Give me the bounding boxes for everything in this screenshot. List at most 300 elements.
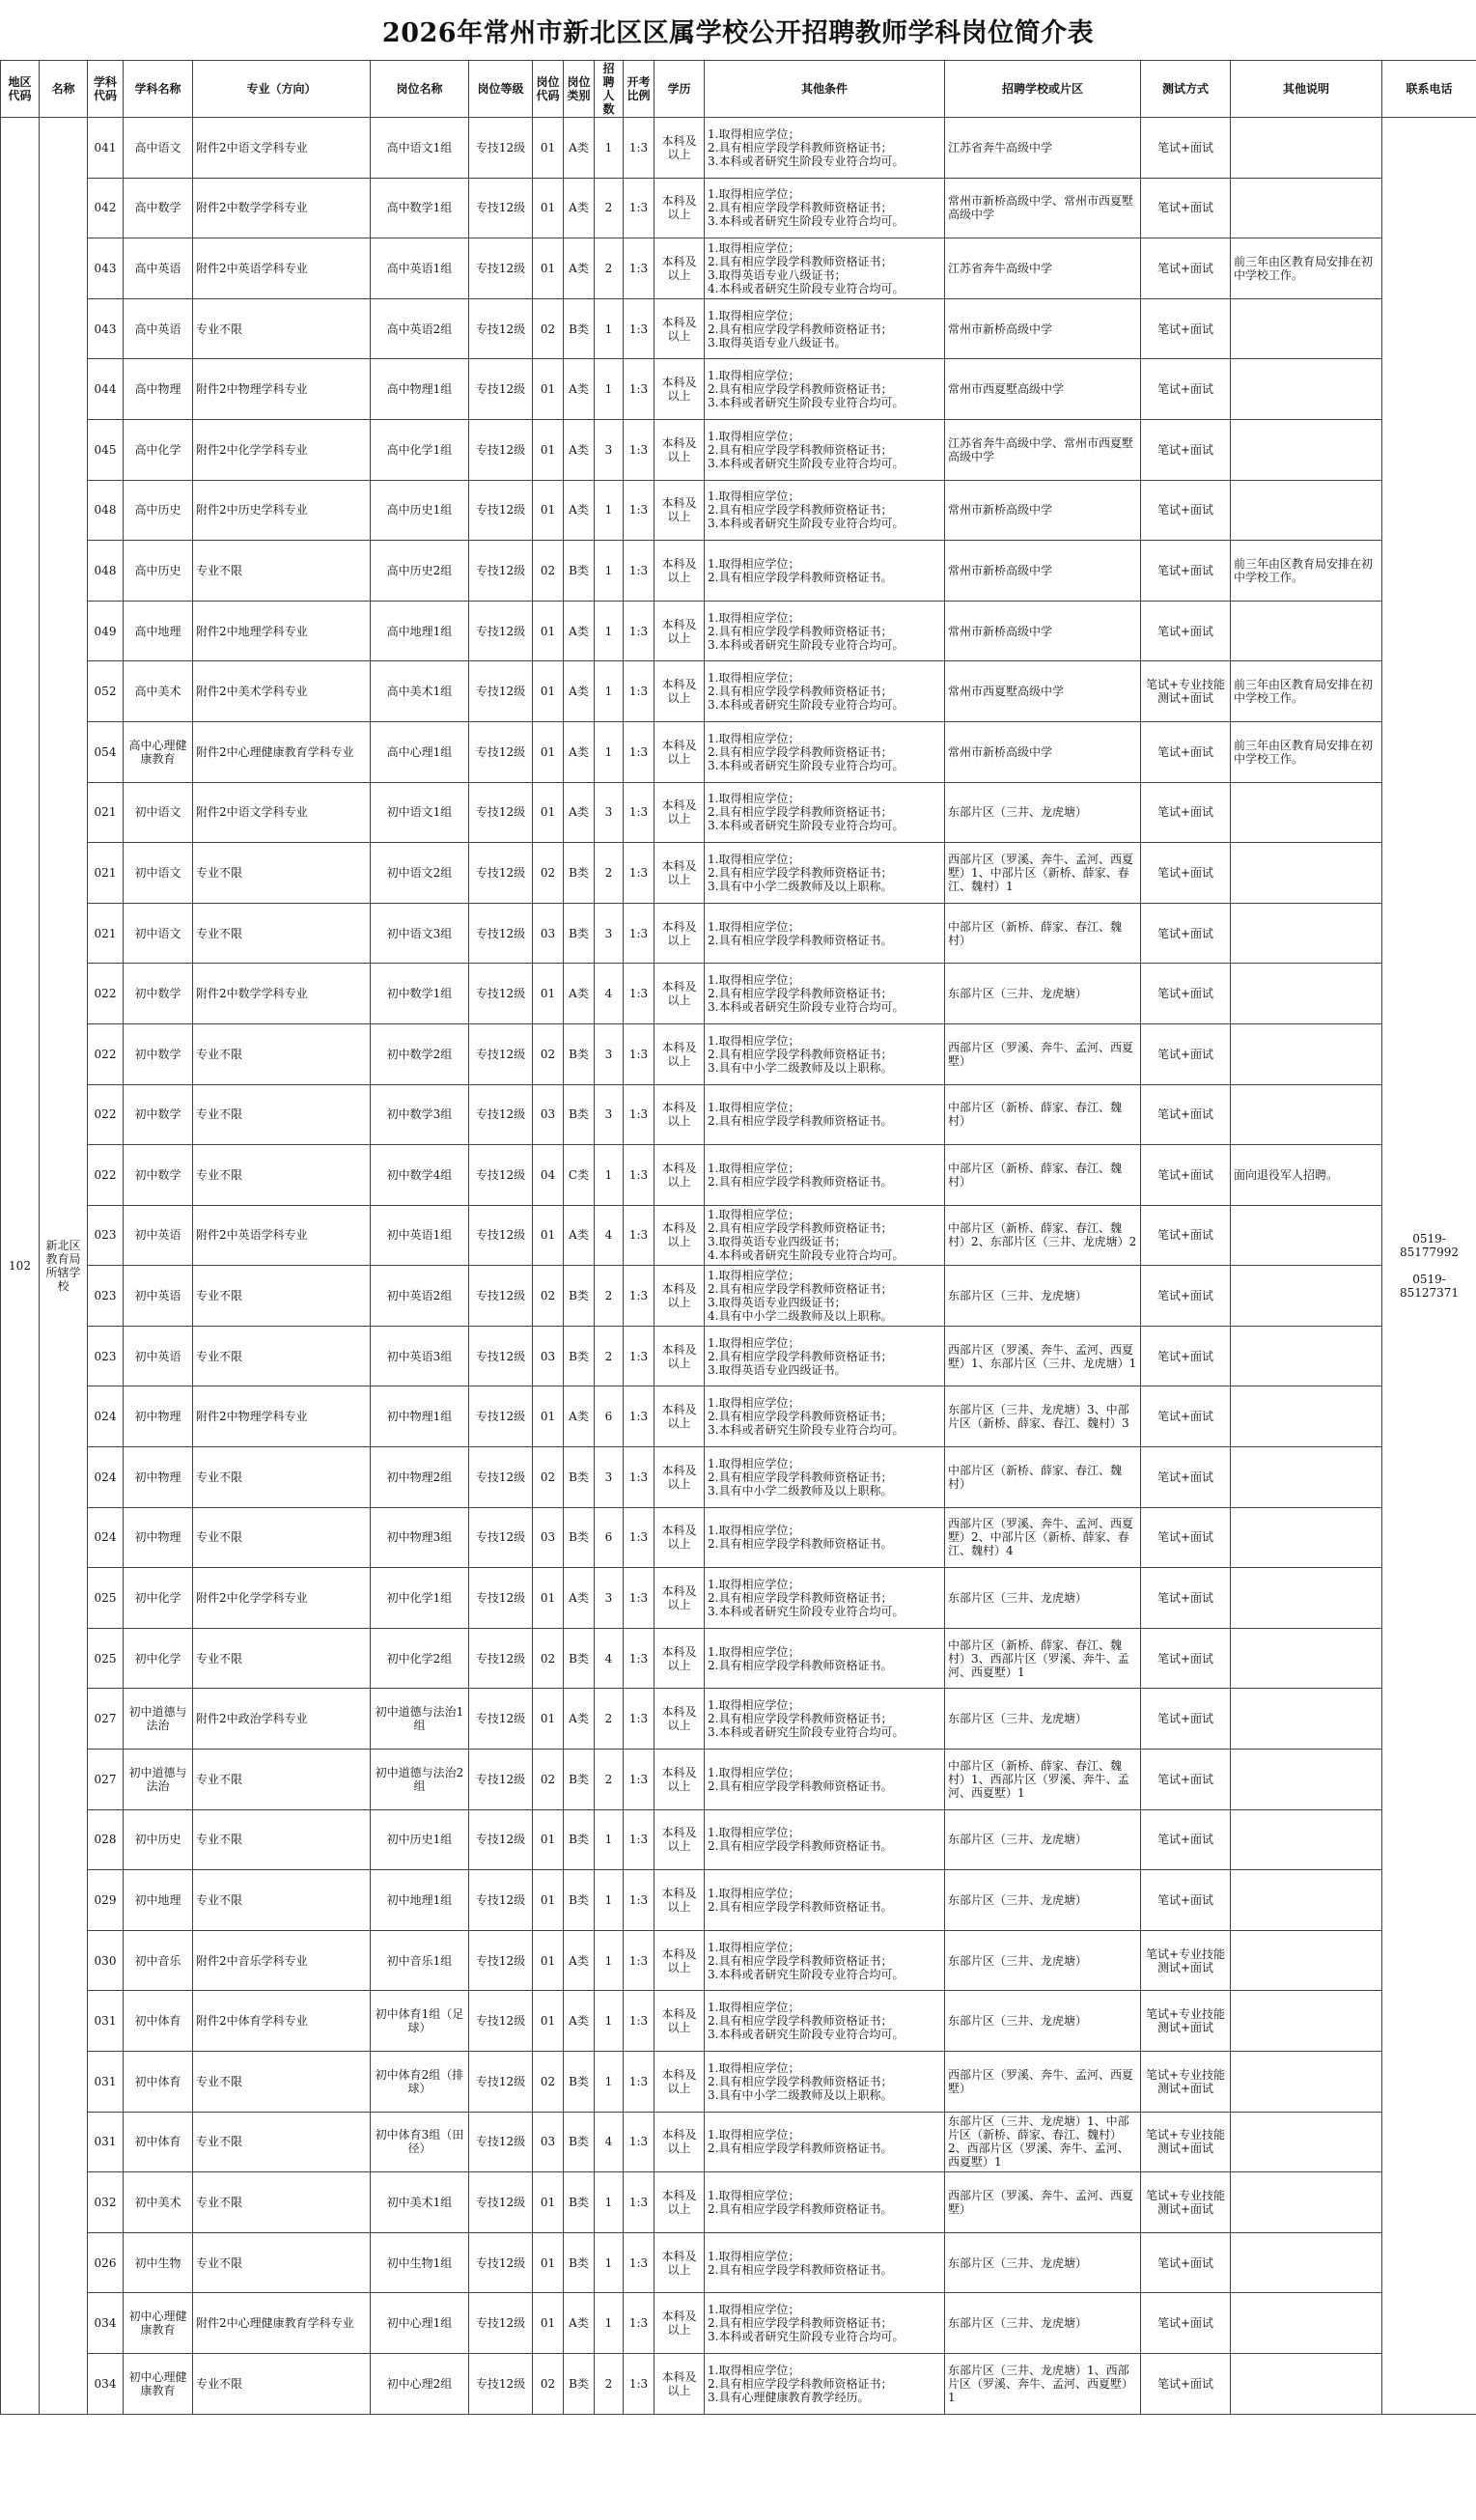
headcount-cell: 1 [595,1991,624,2052]
post-code-cell: 01 [533,118,564,179]
recruiting-school-cell: 东部片区（三井、龙虎塘） [945,1689,1141,1750]
headcount-cell: 1 [595,661,624,722]
exam-ratio-cell: 1:3 [624,1447,654,1508]
education-cell: 本科及以上 [654,843,705,904]
test-method-cell: 笔试+面试 [1141,2293,1231,2354]
subject-code-cell: 022 [88,1145,124,1206]
other-conditions-cell: 1.取得相应学位； 2.具有相应学段学科教师资格证书； 3.本科或者研究生阶段专业符合均可。 [705,480,945,541]
major-cell: 专业不限 [193,1023,371,1084]
exam-ratio-cell: 1:3 [624,1205,654,1266]
header-cell: 专业（方向） [193,61,371,118]
post-name-cell: 初中数学4组 [371,1145,469,1206]
post-code-cell: 03 [533,903,564,964]
test-method-cell: 笔试+面试 [1141,178,1231,238]
subject-code-cell: 045 [88,419,124,480]
other-notes-cell [1231,1386,1382,1447]
post-name-cell: 高中历史1组 [371,480,469,541]
table-row [1,964,1476,1024]
major-cell: 专业不限 [193,1870,371,1931]
post-level-cell: 专技12级 [469,1689,533,1750]
headcount-cell: 3 [595,419,624,480]
recruiting-school-cell: 东部片区（三井、龙虎塘） [945,1930,1141,1991]
post-name-cell: 高中心理1组 [371,721,469,782]
table-row [1,178,1476,238]
headcount-cell: 1 [595,2172,624,2233]
other-notes-cell [1231,1205,1382,1266]
other-notes-cell [1231,1447,1382,1508]
post-level-cell: 专技12级 [469,1930,533,1991]
other-conditions-cell: 1.取得相应学位； 2.具有相应学段学科教师资格证书； 3.取得英语专业四级证书。 [705,1326,945,1386]
post-level-cell: 专技12级 [469,1750,533,1810]
other-conditions-cell: 1.取得相应学位； 2.具有相应学段学科教师资格证书； 3.本科或者研究生阶段专业符合均可。 [705,601,945,661]
subject-name-cell: 初中语文 [124,782,193,843]
post-category-cell: A类 [564,1930,595,1991]
major-cell: 附件2中美术学科专业 [193,661,371,722]
subject-name-cell: 高中心理健康教育 [124,721,193,782]
other-notes-cell: 前三年由区教育局安排在初中学校工作。 [1231,238,1382,299]
major-cell: 专业不限 [193,1809,371,1870]
headcount-cell: 1 [595,480,624,541]
subject-name-cell: 初中道德与法治 [124,1750,193,1810]
post-name-cell: 初中语文1组 [371,782,469,843]
exam-ratio-cell: 1:3 [624,1689,654,1750]
recruiting-school-cell: 中部片区（新桥、薛家、春江、魏村）2、东部片区（三井、龙虎塘）2 [945,1205,1141,1266]
major-cell: 附件2中英语学科专业 [193,238,371,299]
subject-code-cell: 044 [88,359,124,420]
subject-code-cell: 026 [88,2232,124,2293]
major-cell: 专业不限 [193,903,371,964]
header-cell: 联系电话 [1382,61,1476,118]
post-name-cell: 高中地理1组 [371,601,469,661]
post-category-cell: A类 [564,2293,595,2354]
post-category-cell: A类 [564,1386,595,1447]
headcount-cell: 3 [595,1084,624,1145]
major-cell: 专业不限 [193,298,371,359]
education-cell: 本科及以上 [654,721,705,782]
subject-name-cell: 初中体育 [124,2052,193,2113]
subject-code-cell: 034 [88,2353,124,2414]
region-name-cell: 新北区教育局所辖学校 [40,118,88,2415]
table-row [1,1266,1476,1327]
post-name-cell: 初中英语1组 [371,1205,469,1266]
other-notes-cell [1231,1266,1382,1327]
test-method-cell: 笔试+面试 [1141,1568,1231,1629]
headcount-cell: 4 [595,1205,624,1266]
post-level-cell: 专技12级 [469,419,533,480]
recruiting-school-cell: 江苏省奔牛高级中学 [945,238,1141,299]
exam-ratio-cell: 1:3 [624,1930,654,1991]
exam-ratio-cell: 1:3 [624,1326,654,1386]
table-row [1,1386,1476,1447]
subject-name-cell: 高中数学 [124,178,193,238]
test-method-cell: 笔试+面试 [1141,1386,1231,1447]
post-name-cell: 初中生物1组 [371,2232,469,2293]
recruiting-school-cell: 中部片区（新桥、薛家、春江、魏村） [945,1447,1141,1508]
education-cell: 本科及以上 [654,2052,705,2113]
exam-ratio-cell: 1:3 [624,1809,654,1870]
exam-ratio-cell: 1:3 [624,359,654,420]
other-conditions-cell: 1.取得相应学位； 2.具有相应学段学科教师资格证书； 3.本科或者研究生阶段专业符合均可。 [705,964,945,1024]
subject-name-cell: 初中物理 [124,1447,193,1508]
post-category-cell: A类 [564,359,595,420]
post-level-cell: 专技12级 [469,1084,533,1145]
header-cell: 岗位类别 [564,61,595,118]
page-title: 2026年常州市新北区区属学校公开招聘教师学科岗位简介表 [381,18,1095,48]
post-category-cell: B类 [564,1507,595,1568]
post-name-cell: 高中历史2组 [371,541,469,602]
subject-name-cell: 初中美术 [124,2172,193,2233]
subject-name-cell: 初中数学 [124,964,193,1024]
post-name-cell: 初中体育2组（排球） [371,2052,469,2113]
major-cell: 附件2中物理学科专业 [193,359,371,420]
post-name-cell: 初中美术1组 [371,2172,469,2233]
post-name-cell: 初中数学1组 [371,964,469,1024]
other-conditions-cell: 1.取得相应学位； 2.具有相应学段学科教师资格证书； 3.具有中小学二级教师及以上职称。 [705,2052,945,2113]
table-row [1,2353,1476,2414]
other-conditions-cell: 1.取得相应学位； 2.具有相应学段学科教师资格证书。 [705,903,945,964]
post-category-cell: B类 [564,1750,595,1810]
post-code-cell: 03 [533,1507,564,1568]
subject-name-cell: 初中英语 [124,1266,193,1327]
post-code-cell: 01 [533,964,564,1024]
headcount-cell: 1 [595,359,624,420]
subject-code-cell: 048 [88,480,124,541]
test-method-cell: 笔试+面试 [1141,118,1231,179]
post-name-cell: 初中物理2组 [371,1447,469,1508]
subject-name-cell: 初中体育 [124,1991,193,2052]
major-cell: 附件2中音乐学科专业 [193,1930,371,1991]
education-cell: 本科及以上 [654,1809,705,1870]
post-level-cell: 专技12级 [469,2172,533,2233]
education-cell: 本科及以上 [654,178,705,238]
major-cell: 附件2中心理健康教育学科专业 [193,721,371,782]
subject-code-cell: 022 [88,1023,124,1084]
education-cell: 本科及以上 [654,1266,705,1327]
post-level-cell: 专技12级 [469,1023,533,1084]
subject-code-cell: 024 [88,1447,124,1508]
post-level-cell: 专技12级 [469,480,533,541]
education-cell: 本科及以上 [654,1628,705,1689]
major-cell: 附件2中化学学科专业 [193,1568,371,1629]
post-category-cell: B类 [564,1809,595,1870]
post-code-cell: 01 [533,661,564,722]
education-cell: 本科及以上 [654,1870,705,1931]
education-cell: 本科及以上 [654,2293,705,2354]
other-conditions-cell: 1.取得相应学位； 2.具有相应学段学科教师资格证书。 [705,1750,945,1810]
subject-name-cell: 初中数学 [124,1145,193,1206]
subject-code-cell: 021 [88,843,124,904]
subject-name-cell: 初中音乐 [124,1930,193,1991]
other-notes-cell [1231,1023,1382,1084]
post-code-cell: 02 [533,298,564,359]
headcount-cell: 1 [595,118,624,179]
education-cell: 本科及以上 [654,359,705,420]
test-method-cell: 笔试+面试 [1141,601,1231,661]
recruiting-school-cell: 常州市新桥高级中学 [945,480,1141,541]
post-name-cell: 初中地理1组 [371,1870,469,1931]
other-notes-cell [1231,1689,1382,1750]
post-code-cell: 04 [533,1145,564,1206]
post-code-cell: 02 [533,541,564,602]
post-code-cell: 01 [533,1870,564,1931]
post-code-cell: 01 [533,238,564,299]
other-notes-cell [1231,419,1382,480]
major-cell: 专业不限 [193,2112,371,2172]
education-cell: 本科及以上 [654,1750,705,1810]
post-level-cell: 专技12级 [469,1991,533,2052]
recruiting-school-cell: 东部片区（三井、龙虎塘） [945,964,1141,1024]
post-level-cell: 专技12级 [469,843,533,904]
headcount-cell: 2 [595,2353,624,2414]
test-method-cell: 笔试+面试 [1141,1266,1231,1327]
post-code-cell: 01 [533,1568,564,1629]
recruiting-school-cell: 江苏省奔牛高级中学 [945,118,1141,179]
post-level-cell: 专技12级 [469,1145,533,1206]
table-row [1,298,1476,359]
post-level-cell: 专技12级 [469,1870,533,1931]
test-method-cell: 笔试+面试 [1141,541,1231,602]
recruiting-school-cell: 东部片区（三井、龙虎塘）1、西部片区（罗溪、奔牛、孟河、西夏墅）1 [945,2353,1141,2414]
headcount-cell: 3 [595,1447,624,1508]
other-conditions-cell: 1.取得相应学位； 2.具有相应学段学科教师资格证书。 [705,1628,945,1689]
test-method-cell: 笔试+面试 [1141,1870,1231,1931]
other-notes-cell [1231,1326,1382,1386]
recruiting-school-cell: 东部片区（三井、龙虎塘） [945,1266,1141,1327]
recruiting-school-cell: 东部片区（三井、龙虎塘） [945,2293,1141,2354]
post-level-cell: 专技12级 [469,118,533,179]
test-method-cell: 笔试+面试 [1141,480,1231,541]
other-conditions-cell: 1.取得相应学位； 2.具有相应学段学科教师资格证书； 3.具有中小学二级教师及以上职称。 [705,843,945,904]
exam-ratio-cell: 1:3 [624,1023,654,1084]
subject-code-cell: 024 [88,1386,124,1447]
education-cell: 本科及以上 [654,419,705,480]
headcount-cell: 2 [595,1326,624,1386]
exam-ratio-cell: 1:3 [624,2112,654,2172]
post-name-cell: 初中物理3组 [371,1507,469,1568]
subject-name-cell: 初中历史 [124,1809,193,1870]
post-level-cell: 专技12级 [469,1628,533,1689]
other-notes-cell [1231,359,1382,420]
test-method-cell: 笔试+面试 [1141,419,1231,480]
table-row [1,1326,1476,1386]
education-cell: 本科及以上 [654,298,705,359]
post-category-cell: B类 [564,1628,595,1689]
table-row [1,1084,1476,1145]
subject-code-cell: 030 [88,1930,124,1991]
subject-name-cell: 初中数学 [124,1023,193,1084]
subject-code-cell: 031 [88,2112,124,2172]
recruiting-school-cell: 东部片区（三井、龙虎塘） [945,782,1141,843]
post-name-cell: 初中历史1组 [371,1809,469,1870]
post-code-cell: 01 [533,419,564,480]
header-cell: 其他条件 [705,61,945,118]
major-cell: 附件2中政治学科专业 [193,1689,371,1750]
headcount-cell: 1 [595,1145,624,1206]
major-cell: 附件2中数学学科专业 [193,964,371,1024]
other-notes-cell [1231,1930,1382,1991]
subject-code-cell: 024 [88,1507,124,1568]
subject-code-cell: 028 [88,1809,124,1870]
other-conditions-cell: 1.取得相应学位； 2.具有相应学段学科教师资格证书； 3.具有中小学二级教师及以上职称。 [705,1447,945,1508]
other-notes-cell [1231,2232,1382,2293]
education-cell: 本科及以上 [654,2232,705,2293]
test-method-cell: 笔试+面试 [1141,721,1231,782]
post-category-cell: B类 [564,843,595,904]
other-notes-cell [1231,2293,1382,2354]
education-cell: 本科及以上 [654,2112,705,2172]
table-row [1,1628,1476,1689]
post-level-cell: 专技12级 [469,2112,533,2172]
subject-code-cell: 022 [88,964,124,1024]
post-name-cell: 初中英语3组 [371,1326,469,1386]
exam-ratio-cell: 1:3 [624,782,654,843]
exam-ratio-cell: 1:3 [624,1568,654,1629]
post-category-cell: B类 [564,2353,595,2414]
post-name-cell: 高中语文1组 [371,118,469,179]
other-conditions-cell: 1.取得相应学位； 2.具有相应学段学科教师资格证书； 3.本科或者研究生阶段专业符合均可。 [705,419,945,480]
major-cell: 附件2中语文学科专业 [193,782,371,843]
test-method-cell: 笔试+面试 [1141,359,1231,420]
headcount-cell: 4 [595,964,624,1024]
post-level-cell: 专技12级 [469,1447,533,1508]
other-conditions-cell: 1.取得相应学位； 2.具有相应学段学科教师资格证书； 3.本科或者研究生阶段专业符合均可。 [705,661,945,722]
subject-name-cell: 初中物理 [124,1507,193,1568]
subject-code-cell: 027 [88,1750,124,1810]
other-notes-cell [1231,1750,1382,1810]
subject-code-cell: 025 [88,1628,124,1689]
table-row [1,1870,1476,1931]
major-cell: 专业不限 [193,1507,371,1568]
header-cell: 开考比例 [624,61,654,118]
post-category-cell: A类 [564,1991,595,2052]
other-conditions-cell: 1.取得相应学位； 2.具有相应学段学科教师资格证书； 3.本科或者研究生阶段专业符合均可。 [705,1568,945,1629]
education-cell: 本科及以上 [654,964,705,1024]
subject-name-cell: 高中历史 [124,541,193,602]
subject-code-cell: 023 [88,1266,124,1327]
post-name-cell: 初中道德与法治1组 [371,1689,469,1750]
post-code-cell: 01 [533,480,564,541]
headcount-cell: 2 [595,1266,624,1327]
table-row [1,1809,1476,1870]
exam-ratio-cell: 1:3 [624,1750,654,1810]
table-row [1,2112,1476,2172]
subject-name-cell: 初中地理 [124,1870,193,1931]
test-method-cell: 笔试+面试 [1141,1145,1231,1206]
subject-name-cell: 初中道德与法治 [124,1689,193,1750]
other-notes-cell [1231,1507,1382,1568]
post-category-cell: A类 [564,1689,595,1750]
post-level-cell: 专技12级 [469,178,533,238]
test-method-cell: 笔试+面试 [1141,1084,1231,1145]
subject-name-cell: 高中地理 [124,601,193,661]
table-row [1,2232,1476,2293]
test-method-cell: 笔试+面试 [1141,1689,1231,1750]
table-row [1,541,1476,602]
post-category-cell: A类 [564,1568,595,1629]
subject-name-cell: 初中物理 [124,1386,193,1447]
exam-ratio-cell: 1:3 [624,178,654,238]
post-code-cell: 02 [533,2052,564,2113]
recruiting-school-cell: 常州市新桥高级中学、常州市西夏墅高级中学 [945,178,1141,238]
test-method-cell: 笔试+专业技能测试+面试 [1141,661,1231,722]
post-code-cell: 03 [533,2112,564,2172]
other-conditions-cell: 1.取得相应学位； 2.具有相应学段学科教师资格证书。 [705,1870,945,1931]
headcount-cell: 1 [595,721,624,782]
recruiting-school-cell: 常州市新桥高级中学 [945,601,1141,661]
test-method-cell: 笔试+专业技能测试+面试 [1141,1930,1231,1991]
post-category-cell: B类 [564,298,595,359]
other-notes-cell [1231,782,1382,843]
post-name-cell: 初中英语2组 [371,1266,469,1327]
test-method-cell: 笔试+面试 [1141,1507,1231,1568]
post-level-cell: 专技12级 [469,359,533,420]
post-category-cell: B类 [564,2172,595,2233]
post-code-cell: 01 [533,2172,564,2233]
post-name-cell: 初中体育3组（田径） [371,2112,469,2172]
post-code-cell: 01 [533,359,564,420]
header-cell: 学科代码 [88,61,124,118]
contact-phone-cell: 0519-85177992 0519-85127371 [1382,118,1476,2415]
headcount-cell: 1 [595,541,624,602]
headcount-cell: 1 [595,298,624,359]
education-cell: 本科及以上 [654,1023,705,1084]
recruiting-school-cell: 江苏省奔牛高级中学、常州市西夏墅高级中学 [945,419,1141,480]
recruiting-school-cell: 西部片区（罗溪、奔牛、孟河、西夏墅） [945,2052,1141,2113]
header-cell: 岗位代码 [533,61,564,118]
other-conditions-cell: 1.取得相应学位； 2.具有相应学段学科教师资格证书。 [705,2112,945,2172]
major-cell: 附件2中体育学科专业 [193,1991,371,2052]
other-conditions-cell: 1.取得相应学位； 2.具有相应学段学科教师资格证书； 3.本科或者研究生阶段专业符合均可。 [705,359,945,420]
post-category-cell: B类 [564,1266,595,1327]
test-method-cell: 笔试+面试 [1141,782,1231,843]
other-notes-cell [1231,1084,1382,1145]
major-cell: 专业不限 [193,541,371,602]
exam-ratio-cell: 1:3 [624,2232,654,2293]
headcount-cell: 3 [595,903,624,964]
other-notes-cell [1231,298,1382,359]
other-conditions-cell: 1.取得相应学位； 2.具有相应学段学科教师资格证书。 [705,2232,945,2293]
post-category-cell: B类 [564,2232,595,2293]
education-cell: 本科及以上 [654,1507,705,1568]
subject-name-cell: 初中语文 [124,903,193,964]
other-notes-cell: 前三年由区教育局安排在初中学校工作。 [1231,541,1382,602]
post-level-cell: 专技12级 [469,782,533,843]
table-row [1,782,1476,843]
recruiting-school-cell: 东部片区（三井、龙虎塘） [945,2232,1141,2293]
major-cell: 附件2中地理学科专业 [193,601,371,661]
other-conditions-cell: 1.取得相应学位； 2.具有相应学段学科教师资格证书。 [705,1084,945,1145]
major-cell: 专业不限 [193,2353,371,2414]
post-level-cell: 专技12级 [469,1205,533,1266]
other-conditions-cell: 1.取得相应学位； 2.具有相应学段学科教师资格证书； 3.取得英语专业四级证书； 4.本科或者研究生阶段专业符合均可。 [705,1205,945,1266]
post-name-cell: 初中体育1组（足球） [371,1991,469,2052]
exam-ratio-cell: 1:3 [624,661,654,722]
post-name-cell: 高中英语1组 [371,238,469,299]
major-cell: 附件2中数学学科专业 [193,178,371,238]
subject-name-cell: 初中化学 [124,1628,193,1689]
exam-ratio-cell: 1:3 [624,964,654,1024]
table-row [1,1568,1476,1629]
post-category-cell: B类 [564,541,595,602]
recruiting-school-cell: 东部片区（三井、龙虎塘）1、中部片区（新桥、薛家、春江、魏村）2、西部片区（罗溪、奔牛、孟河、西夏墅）1 [945,2112,1141,2172]
post-code-cell: 03 [533,1084,564,1145]
other-conditions-cell: 1.取得相应学位； 2.具有相应学段学科教师资格证书； 3.具有心理健康教育教学经历。 [705,2353,945,2414]
major-cell: 专业不限 [193,1447,371,1508]
major-cell: 专业不限 [193,843,371,904]
other-conditions-cell: 1.取得相应学位； 2.具有相应学段学科教师资格证书； 3.本科或者研究生阶段专业符合均可。 [705,178,945,238]
subject-name-cell: 初中英语 [124,1205,193,1266]
other-notes-cell [1231,1809,1382,1870]
